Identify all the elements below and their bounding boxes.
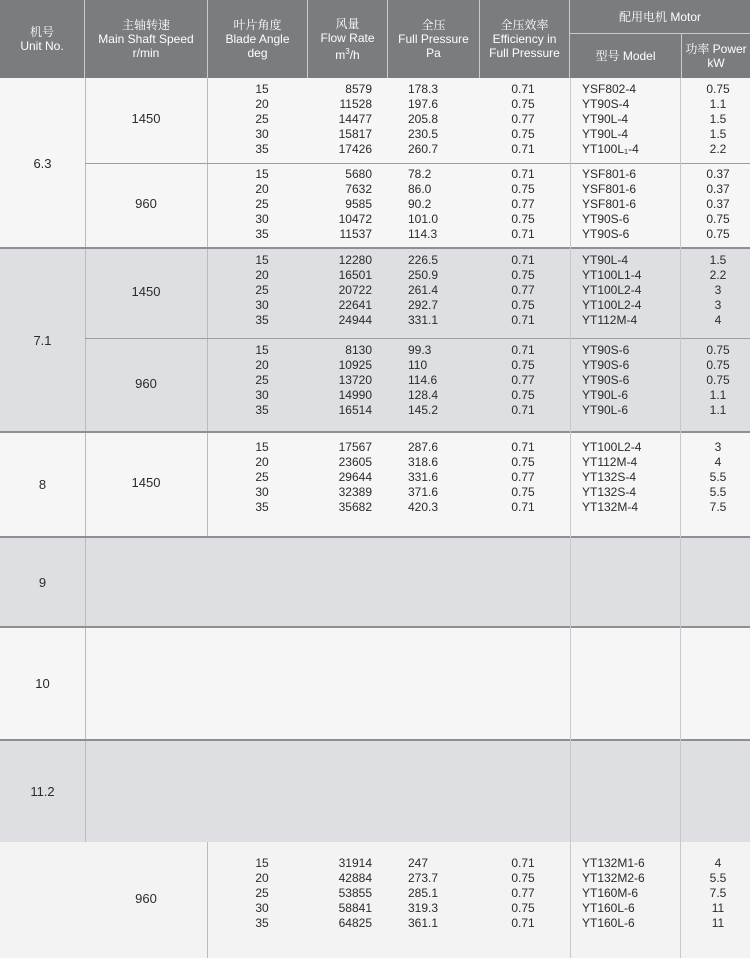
efficiency-cell: 0.77	[511, 283, 535, 297]
motor-power-cell: 5.5	[709, 485, 727, 499]
efficiency-cell: 0.71	[511, 142, 535, 156]
flow-rate-cell: 15817	[338, 127, 372, 141]
blade-angle-cell: 20	[255, 97, 269, 111]
flow-rate-cell: 23605	[338, 455, 372, 469]
flow-rate-cell: 9585	[345, 197, 372, 211]
table-row	[0, 197, 750, 212]
flow-rate-cell: 53855	[338, 886, 372, 900]
unit-no-cell: 10	[0, 627, 86, 740]
group-divider	[0, 626, 750, 628]
header-speed-en: Main Shaft Speed	[98, 32, 194, 46]
blade-angle-cell: 15	[255, 253, 269, 267]
table-row	[0, 403, 750, 418]
column-divider	[680, 78, 681, 958]
efficiency-cell: 0.75	[511, 455, 535, 469]
unit-group	[0, 78, 750, 248]
motor-power-cell: 0.75	[706, 343, 730, 357]
header-unit-en: Unit No.	[20, 39, 64, 53]
header-press-unit: Pa	[426, 46, 441, 60]
table-row	[0, 343, 750, 358]
flow-rate-cell: 14990	[338, 388, 372, 402]
motor-power-cell: 11	[711, 901, 725, 915]
full-pressure-cell: 371.6	[408, 485, 439, 499]
motor-power-cell: 4	[714, 313, 722, 327]
main-shaft-speed-cell: 960	[85, 163, 208, 248]
full-pressure-cell: 331.1	[408, 313, 439, 327]
full-pressure-cell: 230.5	[408, 127, 439, 141]
full-pressure-cell: 110	[408, 358, 428, 372]
unit-group	[0, 537, 750, 627]
efficiency-cell: 0.77	[511, 197, 535, 211]
blade-angle-cell: 35	[255, 500, 269, 514]
table-row	[0, 455, 750, 470]
efficiency-cell: 0.71	[511, 253, 535, 267]
flow-rate-cell: 35682	[338, 500, 372, 514]
efficiency-cell: 0.71	[511, 343, 535, 357]
table-row	[0, 142, 750, 157]
table-row	[0, 373, 750, 388]
efficiency-cell: 0.75	[511, 97, 535, 111]
motor-model-cell: YT100L2-4	[582, 440, 642, 454]
efficiency-cell: 0.75	[511, 358, 535, 372]
table-row	[0, 485, 750, 500]
header-press-en: Full Pressure	[398, 32, 469, 46]
full-pressure-cell: 101.0	[408, 212, 439, 226]
blade-angle-cell: 15	[255, 167, 269, 181]
unit-no-cell: 7.1	[0, 248, 86, 432]
blade-angle-cell: 25	[255, 886, 269, 900]
full-pressure-cell: 78.2	[408, 167, 432, 181]
header-angle-cn: 叶片角度	[233, 18, 282, 32]
full-pressure-cell: 145.2	[408, 403, 439, 417]
blade-angle-cell: 15	[255, 343, 269, 357]
flow-rate-cell: 22641	[338, 298, 372, 312]
motor-model-cell: YT160L-6	[582, 916, 635, 930]
motor-power-cell: 0.37	[706, 182, 730, 196]
unit-no-cell: 9	[0, 537, 86, 627]
header-motor	[570, 0, 750, 78]
group-divider	[0, 536, 750, 538]
unit-no-cell: 11.2	[0, 740, 86, 842]
motor-model-cell: YT100L2-4	[582, 298, 642, 312]
main-shaft-speed-cell: 1450	[85, 248, 208, 338]
motor-model-cell: YT90L-4	[582, 112, 629, 126]
blade-angle-cell: 15	[255, 440, 269, 454]
table-row	[0, 97, 750, 112]
table-row	[0, 227, 750, 242]
header-blade-angle	[208, 0, 308, 78]
flow-rate-cell: 29644	[338, 470, 372, 484]
motor-model-cell: YT90L-6	[582, 403, 629, 417]
full-pressure-cell: 247	[408, 856, 429, 870]
table-row	[0, 283, 750, 298]
unit-group	[0, 740, 750, 930]
unit-group	[0, 627, 750, 740]
table-row	[0, 856, 750, 871]
full-pressure-cell: 261.4	[408, 283, 439, 297]
table-row	[0, 500, 750, 515]
motor-model-cell: YT132S-4	[582, 470, 637, 484]
motor-model-cell: YT160L-6	[582, 901, 635, 915]
flow-rate-cell: 5680	[345, 167, 372, 181]
flow-rate-cell: 31914	[338, 856, 372, 870]
flow-rate-cell: 42884	[338, 871, 372, 885]
table-row	[0, 871, 750, 886]
blade-angle-cell: 30	[255, 298, 269, 312]
full-pressure-cell: 260.7	[408, 142, 439, 156]
header-motor-model: 型号 Model	[570, 34, 682, 78]
table-row	[0, 470, 750, 485]
motor-model-cell: YT90L-4	[582, 127, 629, 141]
motor-model-cell: YT90L-4	[582, 253, 629, 267]
unit-no-cell: 6.3	[0, 78, 86, 248]
motor-model-cell: YT100L2-4	[582, 283, 642, 297]
full-pressure-cell: 287.6	[408, 440, 439, 454]
motor-power-cell: 4	[714, 455, 722, 469]
full-pressure-cell: 331.6	[408, 470, 439, 484]
blade-angle-cell: 35	[255, 403, 269, 417]
full-pressure-cell: 318.6	[408, 455, 439, 469]
efficiency-cell: 0.75	[511, 298, 535, 312]
group-divider	[0, 247, 750, 249]
blade-angle-cell: 30	[255, 485, 269, 499]
header-speed-unit: r/min	[132, 46, 160, 60]
blade-angle-cell: 25	[255, 283, 269, 297]
blade-angle-cell: 30	[255, 388, 269, 402]
efficiency-cell: 0.71	[511, 82, 535, 96]
efficiency-cell: 0.71	[511, 500, 535, 514]
header-press-cn: 全压	[421, 18, 446, 32]
flow-rate-cell: 10472	[338, 212, 372, 226]
header-angle-unit: deg	[247, 46, 268, 60]
motor-power-cell: 5.5	[709, 470, 727, 484]
motor-model-cell: YSF801-6	[582, 182, 637, 196]
column-divider	[570, 78, 571, 958]
blade-angle-cell: 20	[255, 871, 269, 885]
table-row	[0, 127, 750, 142]
motor-model-cell: YT90S-6	[582, 373, 630, 387]
group-divider	[0, 739, 750, 741]
blade-angle-cell: 25	[255, 470, 269, 484]
motor-power-cell: 0.75	[706, 82, 730, 96]
motor-model-cell: YSF801-6	[582, 197, 637, 211]
header-eff-en2: Full Pressure	[489, 46, 560, 60]
main-shaft-speed-cell: 960	[85, 842, 208, 958]
table-row	[0, 182, 750, 197]
full-pressure-cell: 205.8	[408, 112, 439, 126]
flow-rate-cell: 17567	[338, 440, 372, 454]
motor-power-cell: 7.5	[709, 500, 727, 514]
main-shaft-speed-cell: 1450	[85, 432, 208, 537]
flow-rate-cell: 16501	[338, 268, 372, 282]
full-pressure-cell: 292.7	[408, 298, 439, 312]
motor-power-cell: 1.5	[709, 253, 727, 267]
motor-power-cell: 0.75	[706, 358, 730, 372]
flow-rate-cell: 8130	[345, 343, 372, 357]
motor-model-cell: YT132M1-6	[582, 856, 645, 870]
motor-power-cell: 1.1	[709, 97, 727, 111]
full-pressure-cell: 361.1	[408, 916, 439, 930]
group-divider	[0, 431, 750, 433]
header-flow-en: Flow Rate	[320, 30, 375, 45]
efficiency-cell: 0.77	[511, 373, 535, 387]
motor-power-cell: 5.5	[709, 871, 727, 885]
full-pressure-cell: 128.4	[408, 388, 439, 402]
full-pressure-cell: 319.3	[408, 901, 439, 915]
motor-power-cell: 3	[714, 283, 722, 297]
flow-rate-cell: 64825	[338, 916, 372, 930]
flow-rate-cell: 13720	[338, 373, 372, 387]
unit-group	[0, 432, 750, 537]
main-shaft-speed-cell: 960	[85, 338, 208, 432]
motor-model-cell: YT90L-6	[582, 388, 629, 402]
motor-power-cell: 1.1	[709, 388, 727, 402]
blade-angle-cell: 20	[255, 455, 269, 469]
table-row	[0, 268, 750, 283]
unit-group	[0, 248, 750, 432]
motor-model-cell: YT100L₁-4	[582, 142, 639, 156]
motor-model-cell: YT112M-4	[582, 455, 638, 469]
blade-angle-cell: 20	[255, 268, 269, 282]
header-eff-cn: 全压效率	[500, 18, 549, 32]
blade-angle-cell: 35	[255, 916, 269, 930]
motor-power-cell: 1.5	[709, 112, 727, 126]
table-row	[0, 82, 750, 97]
full-pressure-cell: 250.9	[408, 268, 439, 282]
full-pressure-cell: 99.3	[408, 343, 432, 357]
efficiency-cell: 0.75	[511, 182, 535, 196]
table-row	[0, 440, 750, 455]
header-motor-power: 功率 Power kW	[685, 42, 747, 70]
speed-divider	[85, 338, 750, 339]
efficiency-cell: 0.71	[511, 313, 535, 327]
blade-angle-cell: 35	[255, 227, 269, 241]
table-row	[0, 916, 750, 931]
flow-rate-cell: 17426	[338, 142, 372, 156]
motor-model-cell: YT90S-6	[582, 358, 630, 372]
header-main-shaft-speed	[85, 0, 208, 78]
blade-angle-cell: 30	[255, 212, 269, 226]
motor-power-cell: 0.75	[706, 373, 730, 387]
blade-angle-cell: 25	[255, 373, 269, 387]
header-flow-cn: 风量	[335, 16, 360, 31]
blade-angle-cell: 25	[255, 197, 269, 211]
blade-angle-cell: 15	[255, 82, 269, 96]
efficiency-cell: 0.71	[511, 167, 535, 181]
full-pressure-cell: 178.3	[408, 82, 439, 96]
motor-model-cell: YT90S-6	[582, 343, 630, 357]
blade-angle-cell: 20	[255, 182, 269, 196]
motor-model-cell: YSF801-6	[582, 167, 637, 181]
table-row	[0, 298, 750, 313]
header-motor-title: 配用电机 Motor	[570, 0, 750, 34]
flow-rate-cell: 14477	[338, 112, 372, 126]
flow-rate-cell: 24944	[338, 313, 372, 327]
table-row	[0, 253, 750, 268]
full-pressure-cell: 114.6	[408, 373, 438, 387]
full-pressure-cell: 420.3	[408, 500, 439, 514]
full-pressure-cell: 273.7	[408, 871, 439, 885]
motor-power-cell: 3	[714, 440, 722, 454]
flow-rate-cell: 8579	[345, 82, 372, 96]
header-unit-cn: 机号	[29, 25, 54, 39]
motor-model-cell: YT132M-4	[582, 500, 639, 514]
motor-model-cell: YT132M2-6	[582, 871, 645, 885]
motor-power-cell: 1.5	[709, 127, 727, 141]
header-unit-no	[0, 0, 85, 78]
flow-rate-cell: 58841	[338, 901, 372, 915]
efficiency-cell: 0.75	[511, 871, 535, 885]
full-pressure-cell: 90.2	[408, 197, 432, 211]
efficiency-cell: 0.75	[511, 212, 535, 226]
efficiency-cell: 0.77	[511, 470, 535, 484]
flow-rate-cell: 7632	[345, 182, 372, 196]
flow-rate-cell: 10925	[338, 358, 372, 372]
speed-divider	[85, 163, 750, 164]
motor-power-cell: 7.5	[709, 886, 727, 900]
table-row	[0, 212, 750, 227]
motor-power-cell: 2.2	[709, 268, 727, 282]
main-shaft-speed-cell: 1450	[85, 78, 208, 163]
header-efficiency	[480, 0, 570, 78]
motor-model-cell: YT90S-6	[582, 227, 630, 241]
full-pressure-cell: 114.3	[408, 227, 438, 241]
full-pressure-cell: 86.0	[408, 182, 432, 196]
motor-power-cell: 2.2	[709, 142, 727, 156]
blade-angle-cell: 30	[255, 127, 269, 141]
efficiency-cell: 0.75	[511, 127, 535, 141]
efficiency-cell: 0.75	[511, 485, 535, 499]
efficiency-cell: 0.75	[511, 901, 535, 915]
motor-power-cell: 0.75	[706, 212, 730, 226]
full-pressure-cell: 285.1	[408, 886, 439, 900]
full-pressure-cell: 226.5	[408, 253, 439, 267]
header-angle-en: Blade Angle	[225, 32, 290, 46]
table-row	[0, 886, 750, 901]
efficiency-cell: 0.71	[511, 916, 535, 930]
header-flow-unit: $m^3/h$	[335, 46, 360, 62]
motor-model-cell: YT112M-4	[582, 313, 638, 327]
table-row	[0, 313, 750, 328]
flow-rate-cell: 11528	[339, 97, 372, 111]
table-row	[0, 112, 750, 127]
efficiency-cell: 0.71	[511, 856, 535, 870]
flow-rate-cell: 20722	[338, 283, 372, 297]
unit-no-cell: 8	[0, 432, 86, 537]
efficiency-cell: 0.71	[511, 440, 535, 454]
blade-angle-cell: 30	[255, 901, 269, 915]
motor-model-cell: YT132S-4	[582, 485, 637, 499]
header-full-pressure	[388, 0, 480, 78]
motor-power-cell: 3	[714, 298, 722, 312]
table-row	[0, 358, 750, 373]
table-row	[0, 388, 750, 403]
flow-rate-cell: 11537	[339, 227, 372, 241]
efficiency-cell: 0.71	[511, 403, 535, 417]
efficiency-cell: 0.75	[511, 268, 535, 282]
efficiency-cell: 0.77	[511, 112, 535, 126]
blade-angle-cell: 15	[255, 856, 269, 870]
flow-rate-cell: 16514	[338, 403, 372, 417]
table-row	[0, 167, 750, 182]
efficiency-cell: 0.77	[511, 886, 535, 900]
motor-model-cell: YT100L1-4	[582, 268, 642, 282]
motor-power-cell: 4	[714, 856, 722, 870]
motor-power-cell: 11	[711, 916, 725, 930]
flow-rate-cell: 32389	[338, 485, 372, 499]
blade-angle-cell: 25	[255, 112, 269, 126]
motor-power-cell: 0.37	[706, 197, 730, 211]
blade-angle-cell: 20	[255, 358, 269, 372]
motor-model-cell: YT90S-6	[582, 212, 630, 226]
motor-model-cell: YT90S-4	[582, 97, 630, 111]
motor-power-cell: 0.37	[706, 167, 730, 181]
blade-angle-cell: 35	[255, 142, 269, 156]
motor-power-cell: 1.1	[709, 403, 727, 417]
full-pressure-cell: 197.6	[408, 97, 439, 111]
table-row	[0, 901, 750, 916]
header-speed-cn: 主轴转速	[121, 18, 170, 32]
blade-angle-cell: 35	[255, 313, 269, 327]
flow-rate-cell: 12280	[338, 253, 372, 267]
motor-power-cell: 0.75	[706, 227, 730, 241]
header-eff-en1: Efficiency in	[492, 32, 557, 46]
motor-model-cell: YT160M-6	[582, 886, 639, 900]
header-flow-rate	[308, 0, 388, 78]
efficiency-cell: 0.71	[511, 227, 535, 241]
efficiency-cell: 0.75	[511, 388, 535, 402]
motor-model-cell: YSF802-4	[582, 82, 637, 96]
